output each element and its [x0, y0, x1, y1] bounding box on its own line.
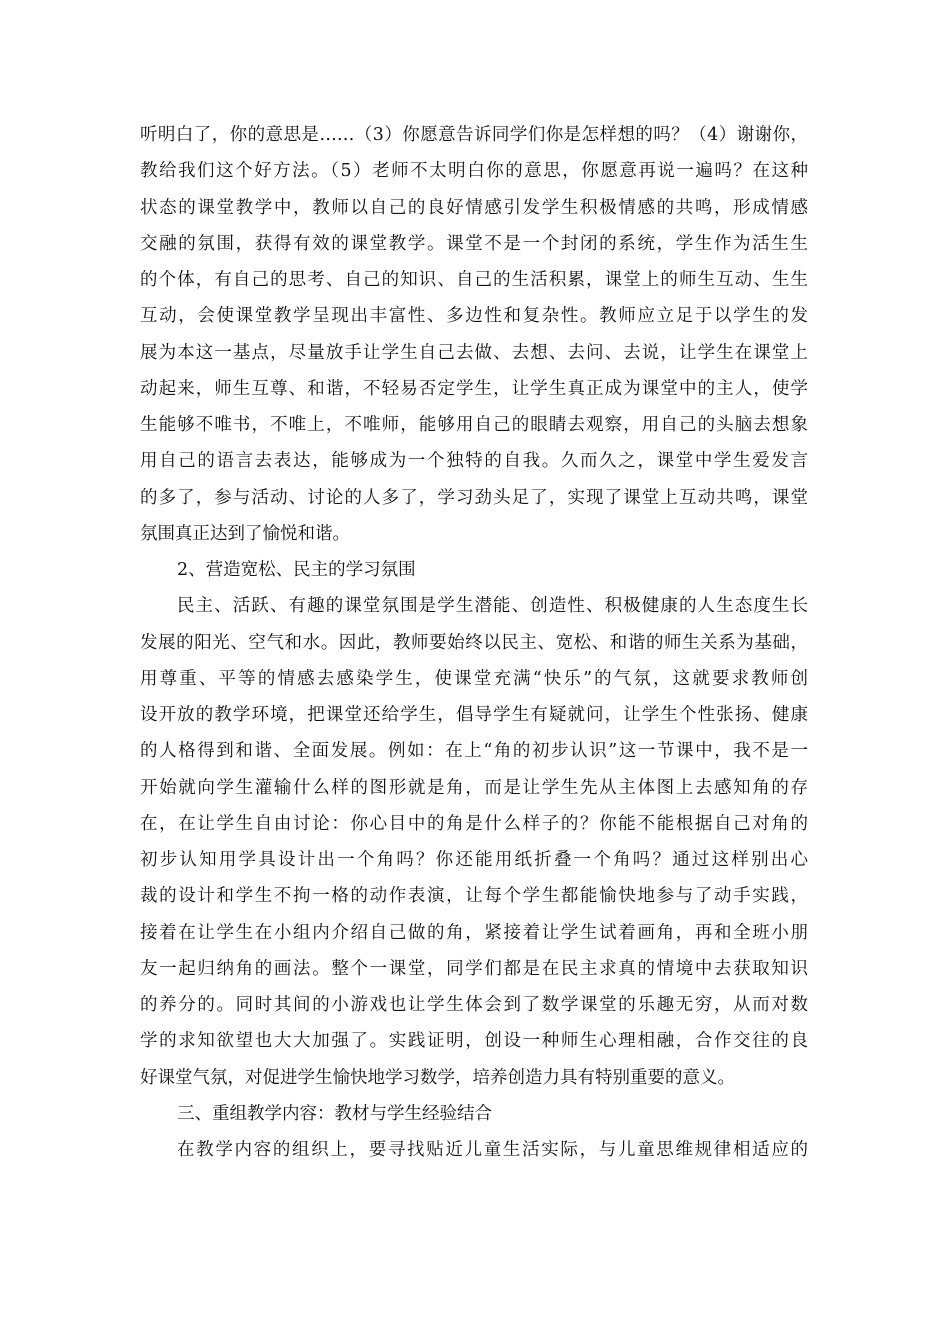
text-line: 发展的阳光、空气和水。因此，教师要始终以民主、宽松、和谐的师生关系为基础， — [140, 632, 808, 653]
section-heading: 三、重组教学内容：教材与学生经验结合 — [177, 1103, 492, 1124]
text-line: 初步认知用学具设计出一个角吗？你还能用纸折叠一个角吗？通过这样别出心 — [140, 850, 808, 870]
text-line: 裁的设计和学生不拘一格的动作表演，让每个学生都能愉快地参与了动手实践， — [140, 886, 808, 907]
text-line: 交融的氛围，获得有效的课堂教学。课堂不是一个封闭的系统，学生作为活生生 — [140, 233, 808, 254]
text-line: 开始就向学生灌输什么样的图形就是角，而是让学生先从主体图上去感知角的存 — [140, 777, 808, 798]
text-line: 的多了，参与活动、讨论的人多了，学习劲头足了，实现了课堂上互动共鸣，课堂 — [140, 487, 808, 508]
text-line: 接着在让学生在小组内介绍自己做的角，紧接着让学生试着画角，再和全班小朋 — [140, 922, 808, 943]
section-heading: 2、营造宽松、民主的学习氛围 — [177, 560, 416, 580]
text-line: 听明白了，你的意思是……（3）你愿意告诉同学们你是怎样想的吗？（4）谢谢你， — [140, 125, 808, 145]
text-line: 友一起归纳角的画法。整个一课堂，同学们都是在民主求真的情境中去获取知识 — [140, 958, 808, 979]
text-line: 在，在让学生自由讨论：你心目中的角是什么样子的？你能不能根据自己对角的 — [140, 813, 808, 834]
paragraph-first-line: 民主、活跃、有趣的课堂氛围是学生潜能、创造性、积极健康的人生态度生长 — [177, 596, 808, 617]
text-line: 状态的课堂教学中，教师以自己的良好情感引发学生积极情感的共鸣，形成情感 — [140, 197, 808, 218]
text-line: 的个体，有自己的思考、自己的知识、自己的生活积累，课堂上的师生互动、生生 — [140, 270, 808, 290]
paragraph-first-line: 在教学内容的组织上，要寻找贴近儿童生活实际，与儿童思维规律相适应的 — [177, 1140, 808, 1160]
text-line: 生能够不唯书，不唯上，不唯师，能够用自己的眼睛去观察，用自己的头脑去想象 — [140, 415, 808, 435]
text-line: 好课堂气氛，对促进学生愉快地学习数学，培养创造力具有特别重要的意义。 — [140, 1067, 735, 1088]
text-line: 的人格得到和谐、全面发展。例如：在上“角的初步认识”这一节课中，我不是一 — [140, 741, 808, 762]
text-line: 用自己的语言去表达，能够成为一个独特的自我。久而久之，课堂中学生爱发言 — [140, 451, 808, 472]
text-line: 动起来，师生互尊、和谐，不轻易否定学生，让学生真正成为课堂中的主人，使学 — [140, 378, 808, 399]
text-line: 设开放的教学环境，把课堂还给学生，倡导学生有疑就问，让学生个性张扬、健康 — [140, 705, 808, 725]
text-line: 展为本这一基点，尽量放手让学生自己去做、去想、去问、去说，让学生在课堂上 — [140, 342, 808, 363]
text-line: 的养分的。同时其间的小游戏也让学生体会到了数学课堂的乐趣无穷，从而对数 — [140, 995, 808, 1015]
text-line: 学的求知欲望也大大加强了。实践证明，创设一种师生心理相融，合作交往的良 — [140, 1031, 808, 1052]
text-line: 互动，会使课堂教学呈现出丰富性、多边性和复杂性。教师应立足于以学生的发 — [140, 306, 808, 327]
text-line: 教给我们这个好方法。（5）老师不太明白你的意思，你愿意再说一遍吗？在这种 — [140, 161, 808, 182]
text-line: 氛围真正达到了愉悦和谐。 — [140, 523, 350, 544]
text-line: 用尊重、平等的情感去感染学生，使课堂充满“快乐”的气氛，这就要求教师创 — [140, 668, 808, 689]
document-page — [140, 117, 808, 1168]
